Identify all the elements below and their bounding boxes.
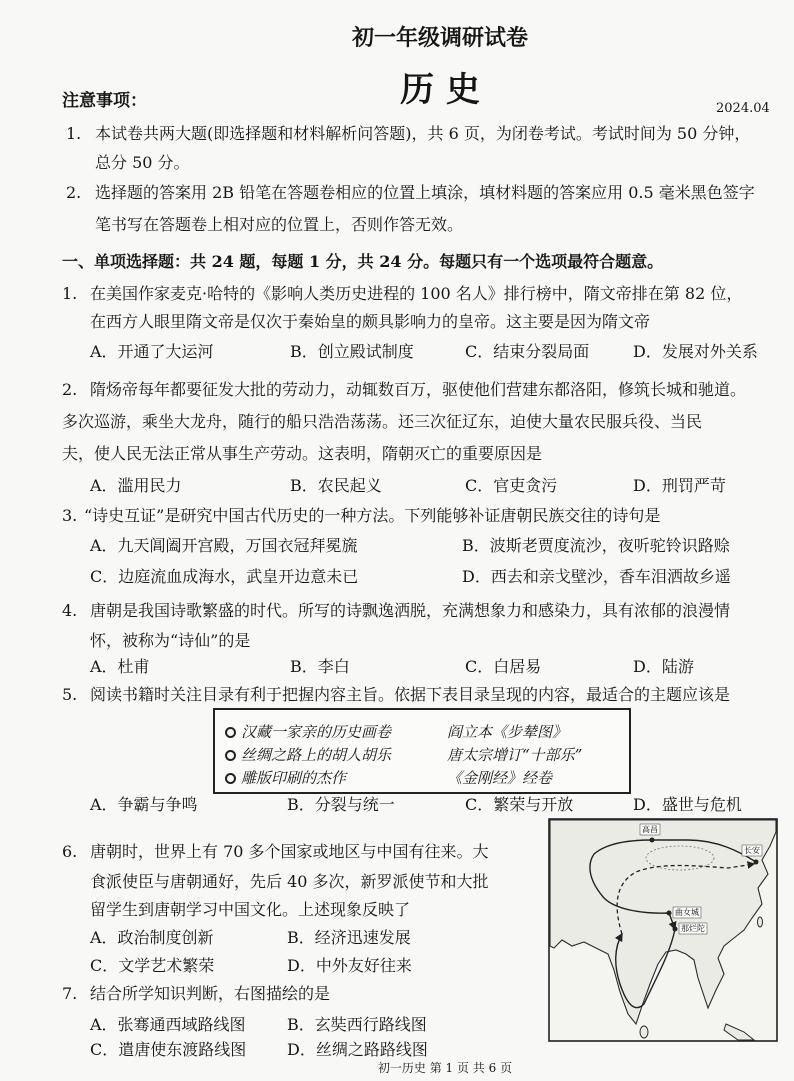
q3-option-a: A．九天阊阖开宫殿，万国衣冠拜冕旒 bbox=[90, 536, 358, 555]
q4-number: 4. bbox=[62, 601, 78, 620]
toc-row-1-detail: 阎立本《步辇图》 bbox=[447, 723, 568, 741]
q5-option-b: B．分裂与统一 bbox=[287, 795, 395, 814]
exam-title: 初一年级调研试卷 bbox=[351, 25, 528, 51]
city-marker-nalantuo bbox=[673, 927, 678, 932]
q3-option-c: C．边庭流血成海水，武皇开边意未已 bbox=[90, 567, 359, 586]
q5-option-a: A．争霸与争鸣 bbox=[90, 795, 198, 814]
q7-number: 7. bbox=[62, 984, 78, 1003]
q1-option-d: D．发展对外关系 bbox=[633, 342, 758, 361]
table-of-contents-box bbox=[213, 708, 631, 794]
q6-line-2: 食派使臣与唐朝通好，先后 40 多次，新罗派使节和大批 bbox=[90, 872, 489, 891]
q3-number: 3. bbox=[62, 506, 78, 525]
bullet-icon bbox=[225, 727, 236, 738]
map-label-qunucheng: 曲女城 bbox=[675, 908, 699, 917]
q1-option-b: B．创立殿试制度 bbox=[290, 342, 414, 361]
q4-line-1: 唐朝是我国诗歌繁盛的时代。所写的诗飘逸洒脱，充满想象力和感染力，具有浓郁的浪漫情 bbox=[90, 601, 731, 620]
map-label-changan: 长安 bbox=[744, 846, 760, 855]
q6-line-3: 留学生到唐朝学习中国文化。上述现象反映了 bbox=[90, 900, 411, 919]
q1-option-a: A．开通了大运河 bbox=[90, 342, 214, 361]
q5-option-c: C．繁荣与开放 bbox=[465, 795, 574, 814]
notice-1-number: 1. bbox=[66, 124, 82, 143]
q5-number: 5. bbox=[62, 685, 78, 704]
q7-option-a: A．张骞通西域路线图 bbox=[90, 1015, 246, 1034]
q2-option-c: C．官吏贪污 bbox=[465, 476, 558, 495]
q1-option-c: C．结束分裂局面 bbox=[465, 342, 590, 361]
q6-line-1: 唐朝时，世界上有 70 多个国家或地区与中国有往来。大 bbox=[90, 842, 489, 861]
bullet-icon bbox=[225, 750, 236, 761]
q5-line-1: 阅读书籍时关注目录有利于把握内容主旨。依据下表目录呈现的内容，最适合的主题应该是 bbox=[90, 685, 731, 704]
map-label-nalantuo: 那烂陀 bbox=[681, 924, 705, 933]
q2-line-2: 多次巡游，乘坐大龙舟，随行的船只浩浩荡荡。还三次征辽东，迫使大量农民服兵役、当民 bbox=[62, 412, 703, 431]
q2-option-b: B．农民起义 bbox=[290, 476, 382, 495]
toc-row-2-title: 丝绸之路上的胡人胡乐 bbox=[241, 746, 392, 764]
q7-option-d: D．丝绸之路路线图 bbox=[287, 1040, 428, 1059]
q5-option-d: D．盛世与危机 bbox=[633, 795, 742, 814]
exam-date: 2024.04 bbox=[716, 101, 770, 116]
toc-row-3-title: 雕版印刷的杰作 bbox=[241, 769, 347, 787]
q7-option-c: C．遣唐使东渡路线图 bbox=[90, 1040, 247, 1059]
notice-2-line-2: 笔书写在答题卷上相对应的位置上，否则作答无效。 bbox=[95, 215, 464, 234]
q7-option-b: B．玄奘西行路线图 bbox=[287, 1015, 427, 1034]
q2-line-1: 隋炀帝每年都要征发大批的劳动力，动辄数百万，驱使他们营建东都洛阳，修筑长城和驰道。 bbox=[90, 380, 747, 399]
q2-number: 2. bbox=[62, 380, 78, 399]
q6-option-b: B．经济迅速发展 bbox=[287, 928, 411, 947]
q6-option-d: D．中外友好往来 bbox=[287, 956, 412, 975]
city-marker-gaochang bbox=[650, 838, 655, 843]
bullet-icon bbox=[225, 773, 236, 784]
q2-line-3: 夫，使人民无法正常从事生产劳动。这表明，隋朝灭亡的重要原因是 bbox=[62, 444, 543, 463]
q3-option-b: B．波斯老贾度流沙，夜听驼铃识路赊 bbox=[462, 536, 730, 555]
subject-title: 历 史 bbox=[400, 70, 480, 110]
map-island-taiwan bbox=[758, 917, 763, 927]
q6-option-a: A．政治制度创新 bbox=[90, 928, 214, 947]
q4-line-2: 怀，被称为“诗仙”的是 bbox=[90, 631, 251, 650]
city-marker-qunucheng bbox=[667, 911, 672, 916]
q7-line-1: 结合所学知识判断，右图描绘的是 bbox=[90, 984, 331, 1003]
toc-row-3-detail: 《金刚经》经卷 bbox=[447, 769, 553, 787]
q3-option-d: D．西去和亲戈壁沙，香车泪洒故乡遥 bbox=[462, 567, 731, 586]
xuanzang-route-map bbox=[548, 818, 778, 1042]
q2-option-d: D．刑罚严苛 bbox=[633, 476, 726, 495]
section-1-heading: 一、单项选择题：共 24 题，每题 1 分，共 24 分。每题只有一个选项最符合题意。 bbox=[62, 252, 664, 271]
q3-line-1: “诗史互证”是研究中国古代历史的一种方法。下列能够补证唐朝民族交往的诗句是 bbox=[84, 506, 661, 525]
q4-option-c: C．白居易 bbox=[465, 657, 542, 676]
page-footer: 初一历史 第 1 页 共 6 页 bbox=[377, 1061, 513, 1075]
toc-row-1-title: 汉藏一家亲的历史画卷 bbox=[241, 723, 392, 741]
notice-1-line-1: 本试卷共两大题(即选择题和材料解析问答题)，共 6 页，为闭卷考试。考试时间为 50 分钟， bbox=[95, 124, 751, 143]
q4-option-a: A．杜甫 bbox=[90, 657, 150, 676]
q1-number: 1. bbox=[62, 284, 78, 303]
notice-2-number: 2. bbox=[66, 183, 82, 202]
notice-2-line-1: 选择题的答案用 2B 铅笔在答题卷相应的位置上填涂，填材料题的答案应用 0.5 毫米黑色签字 bbox=[95, 183, 755, 202]
q6-option-c: C．文学艺术繁荣 bbox=[90, 956, 215, 975]
notice-heading: 注意事项： bbox=[62, 91, 147, 111]
map-label-gaochang: 高昌 bbox=[642, 825, 658, 834]
map-island-ceylon bbox=[640, 1026, 648, 1038]
q4-option-b: B．李白 bbox=[290, 657, 350, 676]
city-marker-changan bbox=[754, 860, 759, 865]
q6-number: 6. bbox=[62, 842, 78, 861]
q1-line-2: 在西方人眼里隋文帝是仅次于秦始皇的颇具影响力的皇帝。这主要是因为隋文帝 bbox=[90, 312, 651, 331]
q4-option-d: D．陆游 bbox=[633, 657, 694, 676]
toc-row-2-detail: 唐太宗增订“十部乐” bbox=[447, 746, 583, 764]
q1-line-1: 在美国作家麦克·哈特的《影响人类历史进程的 100 名人》排行榜中，隋文帝排在第 82 位， bbox=[90, 284, 743, 303]
q2-option-a: A．滥用民力 bbox=[90, 476, 182, 495]
notice-1-line-2: 总分 50 分。 bbox=[95, 153, 190, 172]
